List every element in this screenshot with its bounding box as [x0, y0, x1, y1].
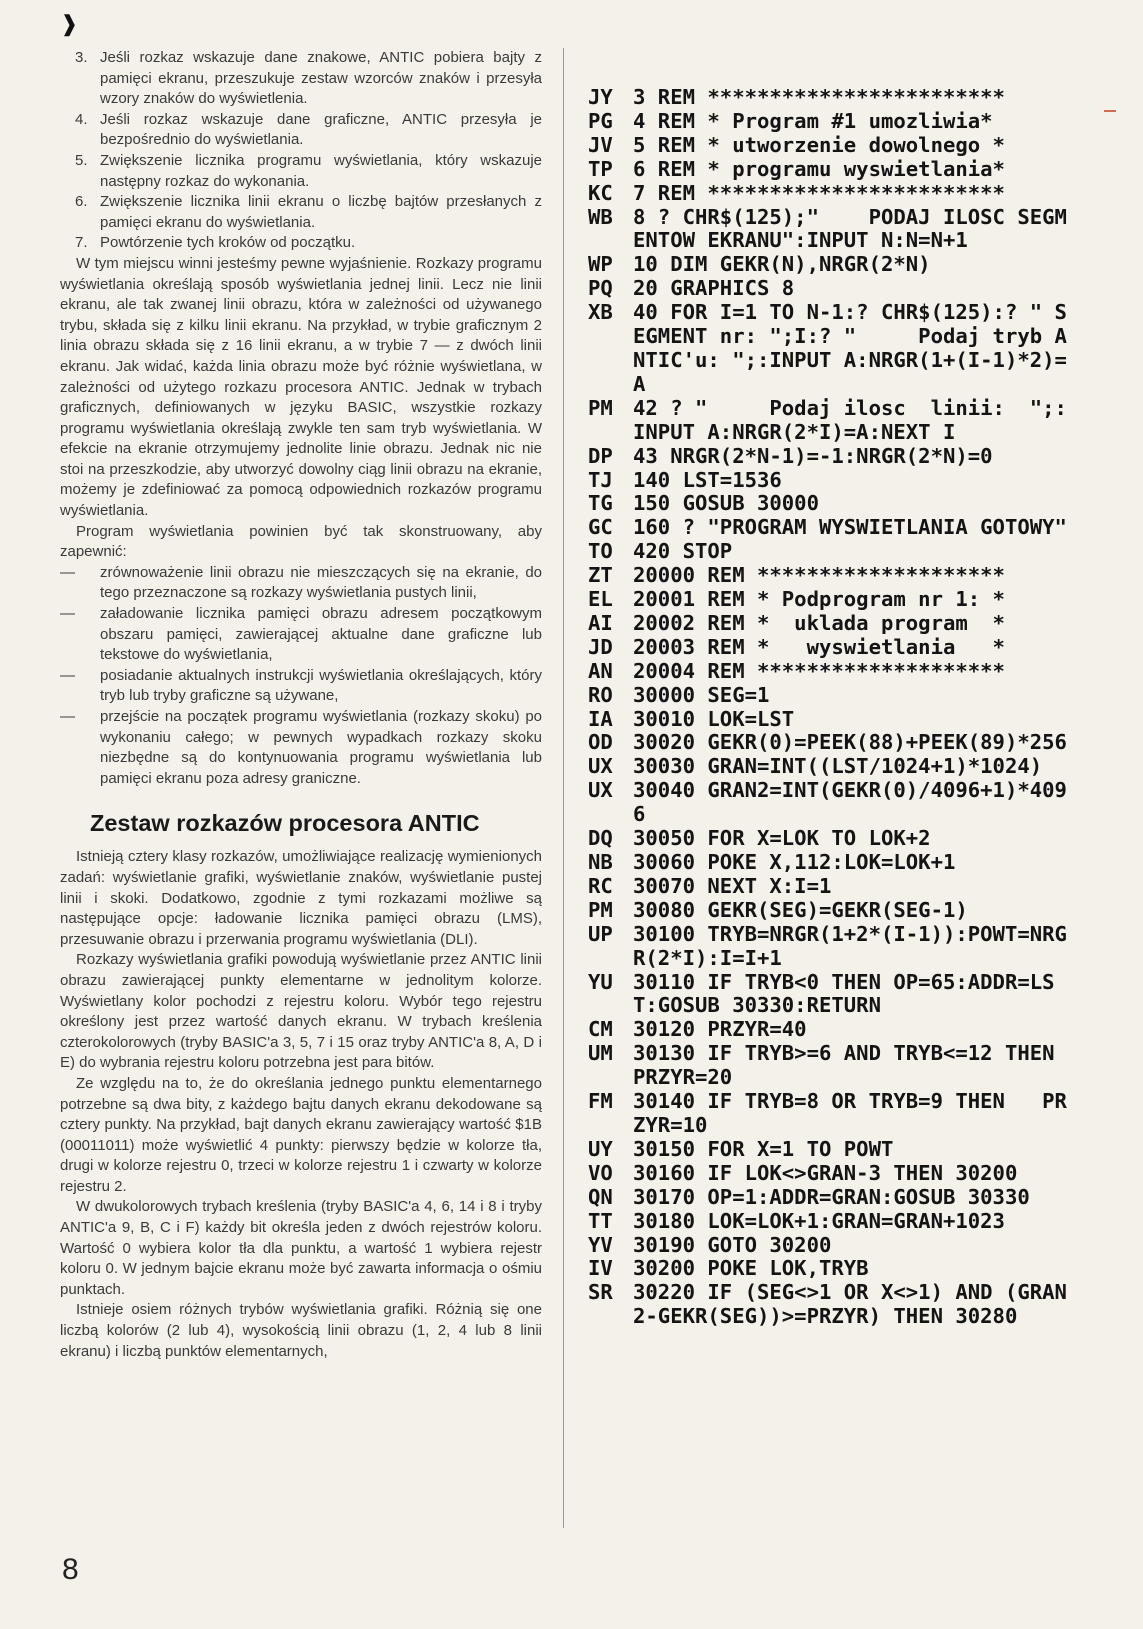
- code-text: 20 GRAPHICS 8: [633, 276, 795, 301]
- checksum: EL: [588, 587, 613, 612]
- item-number: 4.: [75, 110, 88, 128]
- code-line: [588, 445, 1078, 469]
- code-text: 7 REM ************************: [633, 180, 1005, 205]
- code-line: [588, 1090, 1078, 1138]
- checksum: VO: [588, 1160, 613, 1185]
- code-text: 30100 TRYB=NRGR(1+2*(I-1)):POWT=NRGR(2*I):I=I+1: [633, 921, 1067, 970]
- code-text: 30220 IF (SEG<>1 OR X<>1) AND (GRAN2-GEKR(SEG))>=PRZYR) THEN 30280: [633, 1280, 1067, 1329]
- code-text: 30200 POKE LOK,TRYB: [633, 1256, 869, 1281]
- section-heading: Zestaw rozkazów procesora ANTIC: [90, 810, 480, 837]
- list-item: [60, 48, 542, 110]
- checksum: TT: [588, 1208, 613, 1233]
- code-text: 4 REM * Program #1 umozliwia*: [633, 108, 993, 133]
- code-text: 30130 IF TRYB>=6 AND TRYB<=12 THEN PRZYR=20: [633, 1041, 1067, 1090]
- checksum: XB: [588, 300, 613, 325]
- code-text: 40 FOR I=1 TO N-1:? CHR$(125):? " SEGMENT nr: ";I:? " Podaj tryb ANTIC'u: ";:INPUT A:NRGR(1+(I-1)*2)=A: [633, 300, 1067, 396]
- code-text: 30180 LOK=LOK+1:GRAN=GRAN+1023: [633, 1208, 1005, 1233]
- code-line: [588, 923, 1078, 971]
- code-line: [588, 182, 1078, 206]
- item-number: 5.: [75, 151, 88, 169]
- checksum: UM: [588, 1041, 613, 1066]
- item-text: Zwiększenie licznika linii ekranu o liczbę bajtów przesłanych z pamięci ekranu do wyświetlania.: [100, 193, 542, 231]
- paragraph: Istnieją cztery klasy rozkazów, umożliwiające realizację wymienionych zadań: wyświetlanie grafiki, wyświetlanie znaków, wyświetlanie pustej linii i skoki. Dodatkowo, zgodnie z tymi rozkazami możliwe są następujące opcje: ładowanie licznika pamięci obrazu (LMS), przesuwanie obrazu i przerwania programu wyświetlania (DLI).: [60, 848, 542, 948]
- code-line: [588, 301, 1078, 397]
- list-item: [60, 151, 542, 192]
- code-line: [588, 397, 1078, 445]
- code-line: [588, 755, 1078, 779]
- code-line: [588, 684, 1078, 708]
- code-text: 30110 IF TRYB<0 THEN OP=65:ADDR=LST:GOSUB 30330:RETURN: [633, 969, 1055, 1018]
- code-text: 10 DIM GEKR(N),NRGR(2*N): [633, 252, 931, 277]
- checksum: AI: [588, 610, 613, 635]
- checksum: JY: [588, 85, 613, 109]
- code-text: 30060 POKE X,112:LOK=LOK+1: [633, 850, 956, 874]
- checksum: UY: [588, 1136, 613, 1161]
- checksum: UX: [588, 754, 613, 779]
- list-item: [60, 233, 542, 254]
- basic-listing: [588, 86, 1078, 1329]
- checksum: NB: [588, 850, 613, 874]
- paragraph: Istnieje osiem różnych trybów wyświetlania grafiki. Różnią się one liczbą kolorów (2 lub 4), wysokością linii obrazu (1, 2, 4 lub 8 linii ekranu) i liczbą punktów elementarnych,: [60, 1301, 542, 1360]
- paragraph: Rozkazy wyświetlania grafiki powodują wyświetlanie przez ANTIC linii obrazu zawierającej punkty elementarne w jednolitym kolorze. Wyświetlany kolor pochodzi z rejestru koloru. Wybór tego rejestru określony jest przez wartość danych ekranu. W trybach kreślenia czterokolorowych (tryby BASIC'a 3, 5, 7 i 15 oraz tryby ANTIC'a 8, A, D i E) do wybrania rejestru koloru potrzebna jest para bitów.: [60, 951, 542, 1072]
- code-text: 420 STOP: [633, 539, 733, 564]
- code-line: [588, 779, 1078, 827]
- paragraph: W tym miejscu winni jesteśmy pewne wyjaśnienie. Rozkazy programu wyświetlania określają sposób wyświetlania jednej linii. Lecz nie linii ekranu, ale tak zwanej linii obrazu, która w zależności od używanego trybu, składa się z kilku linii ekranu. Na przykład, w trybie graficznym 2 linia obrazu składa się z 16 linii ekranu, a w trybie 7 — z dwóch linii ekranu. Jak widać, każda linia obrazu może być różnie wyświetlana, w zależności od użytego rozkazu procesora ANTIC. Jednak w trybach graficznych, definiowanych w języku BASIC, wszystkie rozkazy programu wyświetlania określają zwykle ten sam tryb wyświetlania. W efekcie na ekranie otrzymujemy jednolite linie obrazu. Jednak nic nie stoi na przeszkodzie, aby utworzyć dowolny ciąg linii obrazu na ekranie, możemy je zdefiniować za pomocą odpowiednich rozkazów programu wyświetlania.: [60, 254, 542, 520]
- code-line: [588, 660, 1078, 684]
- code-line: [588, 134, 1078, 158]
- code-line: [588, 1210, 1078, 1234]
- checksum: SR: [588, 1280, 613, 1305]
- code-line: [588, 875, 1078, 899]
- list-item: — przejście na początek programu wyświetlania (rozkazy skoku) po wykonaniu całego; w pewnych wypadkach rozkazy skoku niezbędne są do kontynuowania programu wyświetlania lub pamięci ekranu poza adresy graniczne.: [60, 707, 542, 789]
- checksum: JV: [588, 132, 613, 157]
- corner-arrow-icon: ❱: [60, 11, 79, 36]
- code-text: 140 LST=1536: [633, 467, 782, 492]
- checksum: RO: [588, 682, 613, 707]
- code-line: [588, 708, 1078, 732]
- code-line: [588, 1234, 1078, 1258]
- code-line: [588, 971, 1078, 1019]
- code-line: [588, 158, 1078, 182]
- code-text: 30070 NEXT X:I=1: [633, 873, 832, 898]
- code-text: 30000 SEG=1: [633, 682, 770, 707]
- paragraph: Ze względu na to, że do określania jednego punktu elementarnego potrzebne są dwa bity, z każdego bajtu danych ekranu dekodowane są cztery punkty. Na przykład, bajt danych ekranu zawierający wartość $1B (00011011) może wyświetlić 4 punkty: pierwszy będzie w kolorze tła, drugi w kolorze rejestru 0, trzeci w kolorze rejestru 1 i czwarty w kolorze rejestru 2.: [60, 1074, 542, 1195]
- code-text: 5 REM * utworzenie dowolnego *: [633, 132, 1005, 157]
- checksum: YV: [588, 1232, 613, 1257]
- code-line: [588, 827, 1078, 851]
- checksum: YU: [588, 969, 613, 994]
- item-text: Jeśli rozkaz wskazuje dane znakowe, ANTIC pobiera bajty z pamięci ekranu, przeszukuje zestaw wzorców znaków i przesyła wzory znaków do wyświetlenia.: [100, 49, 542, 108]
- code-text: 20004 REM ********************: [633, 658, 1005, 683]
- checksum: JD: [588, 634, 613, 659]
- checksum: TG: [588, 491, 613, 516]
- checksum: WB: [588, 204, 613, 229]
- code-text: 20002 REM * uklada program *: [633, 610, 1005, 635]
- requirements-list: [60, 563, 542, 790]
- checksum: IA: [588, 706, 613, 731]
- code-text: 30010 LOK=LST: [633, 706, 795, 731]
- code-line: [588, 899, 1078, 923]
- item-number: 7.: [75, 234, 88, 252]
- page-number: 8: [62, 1553, 79, 1586]
- checksum: DP: [588, 443, 613, 468]
- list-item: [60, 110, 542, 151]
- item-text: Powtórzenie tych kroków od początku.: [100, 234, 356, 252]
- code-text: 30190 GOTO 30200: [633, 1232, 832, 1257]
- code-text: 30020 GEKR(0)=PEEK(88)+PEEK(89)*256: [633, 730, 1067, 755]
- list-item: — załadowanie licznika pamięci obrazu adresem początkowym obszaru pamięci, zawierającej aktualne dane graficzne lub tekstowe do wyświetlania,: [60, 604, 542, 666]
- item-text: Jeśli rozkaz wskazuje dane graficzne, ANTIC przesyła je bezpośrednio do wyświetlania.: [100, 110, 542, 149]
- checksum: AN: [588, 658, 613, 683]
- code-text: 20003 REM * wyswietlania *: [633, 634, 1005, 659]
- item-text: Zwiększenie licznika programu wyświetlania, który wskazuje następny rozkaz do wykonania.: [100, 151, 542, 190]
- checksum: WP: [588, 252, 613, 277]
- list-item: [60, 192, 542, 233]
- code-line: [588, 588, 1078, 612]
- code-line: [588, 277, 1078, 301]
- code-line: [588, 253, 1078, 277]
- code-line: [588, 206, 1078, 254]
- code-line: [588, 564, 1078, 588]
- list-item: — zrównoważenie linii obrazu nie mieszczących się na ekranie, do tego przeznaczone są rozkazy wyświetlania pustych linii,: [60, 563, 542, 604]
- item-number: 3.: [75, 49, 88, 66]
- checksum: TO: [588, 539, 613, 564]
- code-text: 20000 REM ********************: [633, 563, 1005, 588]
- code-text: 30120 PRZYR=40: [633, 1017, 807, 1042]
- code-text: 30080 GEKR(SEG)=GEKR(SEG-1): [633, 897, 968, 922]
- code-line: [588, 492, 1078, 516]
- checksum: OD: [588, 730, 613, 755]
- code-line: [588, 110, 1078, 134]
- checksum: FM: [588, 1089, 613, 1114]
- code-line: [588, 1018, 1078, 1042]
- checksum: UX: [588, 778, 613, 803]
- code-text: 20001 REM * Podprogram nr 1: *: [633, 587, 1005, 612]
- checksum: PG: [588, 108, 613, 133]
- checksum: DQ: [588, 826, 613, 851]
- code-text: 30050 FOR X=LOK TO LOK+2: [633, 826, 931, 851]
- code-line: [588, 731, 1078, 755]
- left-column: [60, 48, 542, 1362]
- code-text: 3 REM ************************: [633, 85, 1005, 109]
- code-line: [588, 612, 1078, 636]
- code-line: [588, 540, 1078, 564]
- checksum: KC: [588, 180, 613, 205]
- margin-mark: [1104, 110, 1116, 112]
- code-line: [588, 1162, 1078, 1186]
- item-number: 6.: [75, 193, 88, 211]
- code-line: [588, 636, 1078, 660]
- code-text: 30030 GRAN=INT((LST/1024+1)*1024): [633, 754, 1043, 779]
- code-line: [588, 1257, 1078, 1281]
- code-text: 8 ? CHR$(125);" PODAJ ILOSC SEGMENTOW EKRANU":INPUT N:N=N+1: [633, 204, 1067, 253]
- code-text: 30150 FOR X=1 TO POWT: [633, 1136, 894, 1161]
- code-line: [588, 1186, 1078, 1210]
- checksum: UP: [588, 921, 613, 946]
- checksum: IV: [588, 1256, 613, 1281]
- code-text: 150 GOSUB 30000: [633, 491, 819, 516]
- checksum: RC: [588, 873, 613, 898]
- paragraph: W dwukolorowych trybach kreślenia (tryby BASIC'a 4, 6, 14 i 8 i tryby ANTIC'a 9, B, C i F) każdy bit określa jeden z dwóch rejestrów koloru. Wartość 0 wybiera kolor tła dla punktu, a wartość 1 wybiera rejestr koloru 0. W jednym bajcie ekranu może być zawarta informacja o ośmiu punktach.: [60, 1198, 542, 1298]
- list-item: — posiadanie aktualnych instrukcji wyświetlania określających, który tryb lub tryby graficzne są używane,: [60, 666, 542, 707]
- code-text: 30160 IF LOK<>GRAN-3 THEN 30200: [633, 1160, 1018, 1185]
- code-line: [588, 469, 1078, 493]
- checksum: QN: [588, 1184, 613, 1209]
- code-text: 30140 IF TRYB=8 OR TRYB=9 THEN PRZYR=10: [633, 1089, 1067, 1137]
- checksum: CM: [588, 1017, 613, 1042]
- checksum: PQ: [588, 276, 613, 301]
- code-line: [588, 851, 1078, 875]
- code-line: [588, 86, 1078, 110]
- checksum: TP: [588, 156, 613, 181]
- code-text: 6 REM * programu wyswietlania*: [633, 156, 1005, 181]
- code-line: [588, 1281, 1078, 1329]
- checksum: GC: [588, 515, 613, 540]
- checksum: TJ: [588, 467, 613, 492]
- code-text: 43 NRGR(2*N-1)=-1:NRGR(2*N)=0: [633, 443, 993, 468]
- checksum: ZT: [588, 563, 613, 588]
- code-line: [588, 1138, 1078, 1162]
- checksum: PM: [588, 897, 613, 922]
- column-divider: [563, 48, 564, 1528]
- code-text: 30170 OP=1:ADDR=GRAN:GOSUB 30330: [633, 1184, 1030, 1209]
- steps-list: [60, 48, 542, 254]
- checksum: PM: [588, 395, 613, 420]
- code-text: 42 ? " Podaj ilosc linii: ";:INPUT A:NRGR(2*I)=A:NEXT I: [633, 395, 1067, 444]
- code-line: [588, 516, 1078, 540]
- code-text: 160 ? "PROGRAM WYSWIETLANIA GOTOWY": [633, 515, 1067, 540]
- code-line: [588, 1042, 1078, 1090]
- paragraph: Program wyświetlania powinien być tak skonstruowany, aby zapewnić:: [60, 522, 542, 561]
- code-text: 30040 GRAN2=INT(GEKR(0)/4096+1)*4096: [633, 778, 1067, 827]
